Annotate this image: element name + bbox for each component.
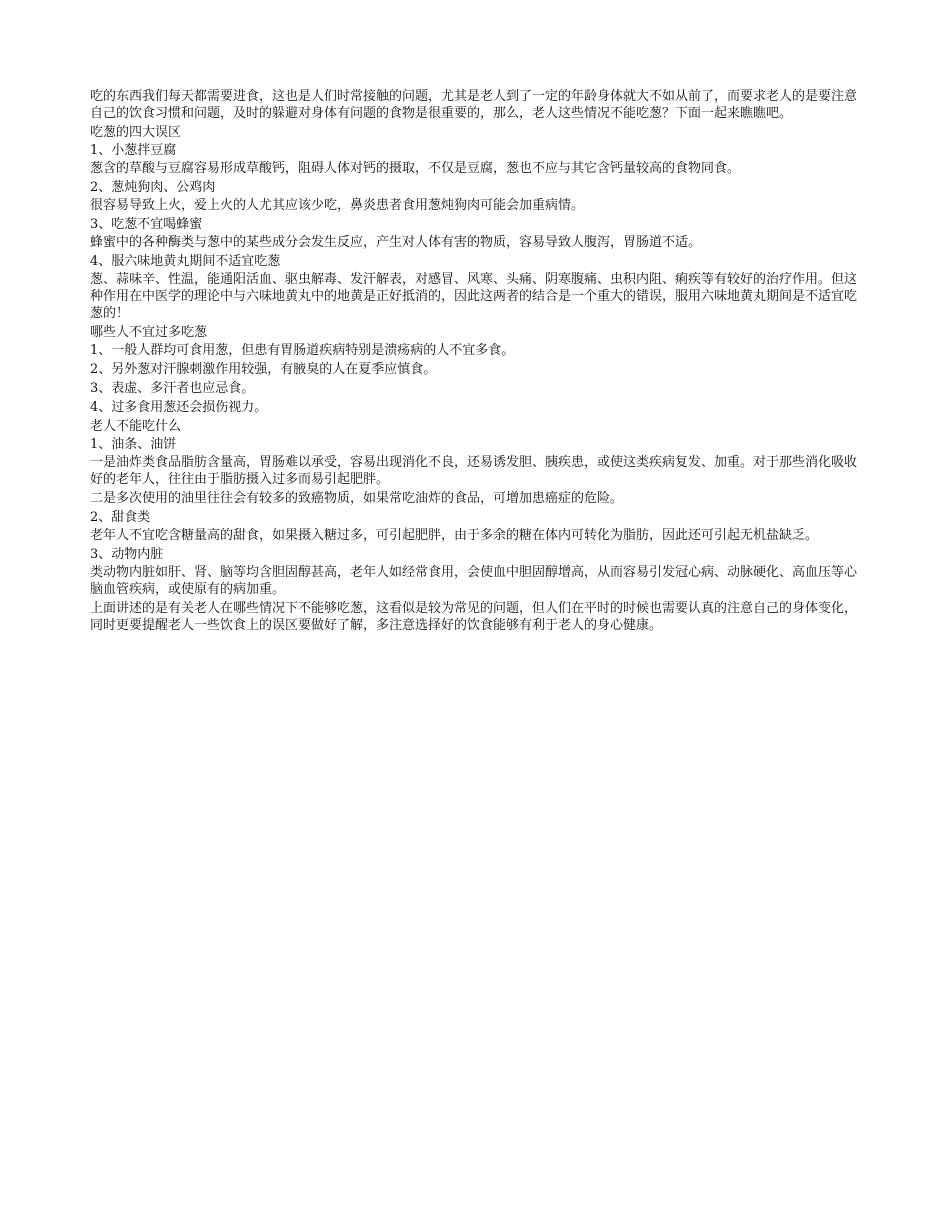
section-heading: 哪些人不宜过多吃葱	[90, 325, 208, 340]
subheading: 1、油条、油饼	[90, 437, 177, 452]
conclusion-paragraph: 上面讲述的是有关老人在哪些情况下不能够吃葱，这看似是较为常见的问题，但人们在平时的时候也需要认真的注意自己的身体变化，同时更要提醒老人一些饮食上的误区要做好了解，多注意选择好的饮食能够有利于老人的身心健康。	[90, 601, 858, 633]
body-paragraph: 很容易导致上火，爱上火的人尤其应该少吃，鼻炎患者食用葱炖狗肉可能会加重病情。	[90, 198, 585, 213]
body-paragraph: 二是多次使用的油里往往会有较多的致癌物质，如果常吃油炸的食品，可增加患癌症的危险。	[90, 491, 624, 506]
body-paragraph: 葱含的草酸与豆腐容易形成草酸钙，阻碍人体对钙的摄取，不仅是豆腐，葱也不应与其它含钙量较高的食物同食。	[90, 161, 741, 176]
intro-paragraph: 吃的东西我们每天都需要进食，这也是人们时常接触的问题，尤其是老人到了一定的年龄身体就大不如从前了，而要求老人的是要注意自己的饮食习惯和问题，及时的躲避对身体有问题的食物是很重要的，那么，老人这些情况不能吃葱？下面一起来瞧瞧吧。	[90, 89, 858, 121]
list-item: 3、表虚、多汗者也应忌食。	[90, 381, 255, 396]
subheading: 4、服六味地黄丸期间不适宜吃葱	[90, 254, 281, 269]
subheading: 3、动物内脏	[90, 547, 164, 562]
subheading: 3、吃葱不宜喝蜂蜜	[90, 217, 203, 232]
document-body	[90, 88, 860, 636]
subheading: 2、葱炖狗肉、公鸡肉	[90, 180, 216, 195]
body-paragraph: 葱、蒜味辛、性温，能通阳活血、驱虫解毒、发汗解表，对感冒、风寒、头痛、阴寒腹痛、虫积内阻、痢疾等有较好的治疗作用。但这种作用在中医学的理论中与六味地黄丸中的地黄是正好抵消的，因此这两者的结合是一个重大的错误，服用六味地黄丸期间是不适宜吃葱的！	[90, 272, 858, 321]
section-heading: 老人不能吃什么	[90, 419, 182, 434]
list-item: 2、另外葱对汗腺刺激作用较强，有腋臭的人在夏季应慎食。	[90, 362, 437, 377]
body-paragraph: 老年人不宜吃含糖量高的甜食，如果摄入糖过多，可引起肥胖，由于多余的糖在体内可转化为脂肪，因此还可引起无机盐缺乏。	[90, 528, 819, 543]
list-item: 4、过多食用葱还会损伤视力。	[90, 400, 268, 415]
body-paragraph: 蜂蜜中的各种酶类与葱中的某些成分会发生反应，产生对人体有害的物质，容易导致人腹泻，胃肠道不适。	[90, 235, 702, 250]
section-heading: 吃葱的四大误区	[90, 125, 182, 140]
body-paragraph: 类动物内脏如肝、肾、脑等均含胆固醇甚高，老年人如经常食用，会使血中胆固醇增高，从而容易引发冠心病、动脉硬化、高血压等心脑血管疾病，或使原有的病加重。	[90, 565, 858, 597]
subheading: 1、小葱拌豆腐	[90, 143, 177, 158]
body-paragraph: 一是油炸类食品脂肪含量高，胃肠难以承受，容易出现消化不良，还易诱发胆、胰疾患，或使这类疾病复发、加重。对于那些消化吸收好的老年人，往往由于脂肪摄入过多而易引起肥胖。	[90, 455, 858, 487]
list-item: 1、一般人群均可食用葱，但患有胃肠道疾病特别是溃疡病的人不宜多食。	[90, 343, 515, 358]
subheading: 2、甜食类	[90, 510, 151, 525]
